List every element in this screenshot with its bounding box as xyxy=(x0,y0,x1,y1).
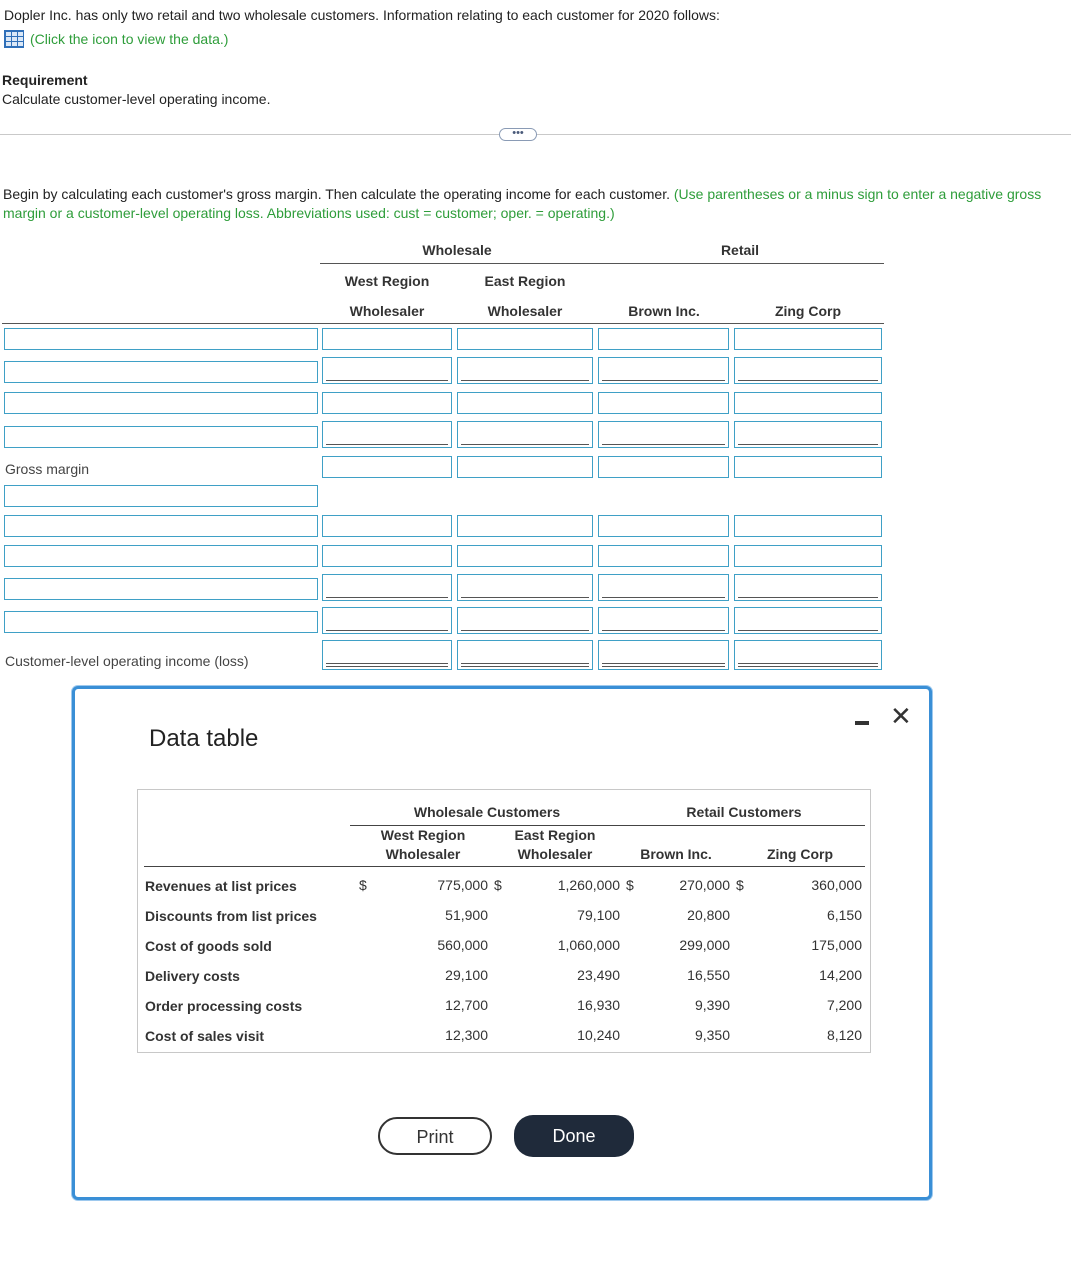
data-table xyxy=(137,789,871,1053)
gross-margin-zing-input[interactable] xyxy=(734,456,882,478)
gross-margin-east-input[interactable] xyxy=(457,456,593,478)
dt-col-east-line2: Wholesaler xyxy=(517,846,593,862)
row6-label-input[interactable] xyxy=(4,485,318,507)
dt-cell: 51,900 xyxy=(445,907,488,923)
dt-header-retail: Retail Customers xyxy=(686,804,802,820)
dt-cell: 16,550 xyxy=(687,967,730,983)
row10-label-input[interactable] xyxy=(4,611,318,633)
dt-header-wholesale: Wholesale Customers xyxy=(413,804,561,820)
dt-dollar: $ xyxy=(359,877,367,893)
header-wholesale: Wholesale xyxy=(422,242,492,258)
row2-west-input[interactable] xyxy=(322,357,452,384)
expand-more-button[interactable]: ••• xyxy=(499,128,537,141)
row10-east-input[interactable] xyxy=(457,607,593,634)
row9-zing-input[interactable] xyxy=(734,574,882,601)
dt-dollar: $ xyxy=(494,877,502,893)
dt-cell: 79,100 xyxy=(577,907,620,923)
dt-cell: 29,100 xyxy=(445,967,488,983)
close-icon[interactable]: ✕ xyxy=(890,701,912,731)
col-east-line1: East Region xyxy=(484,273,566,289)
dt-cell: 9,390 xyxy=(694,997,730,1013)
dt-cell: 10,240 xyxy=(577,1027,620,1043)
dt-row-label: Cost of sales visit xyxy=(145,1028,265,1044)
row3-west-input[interactable] xyxy=(322,392,452,414)
operating-income-west-input[interactable] xyxy=(322,640,452,670)
row4-label-input[interactable] xyxy=(4,426,318,448)
row3-brown-input[interactable] xyxy=(598,392,729,414)
dt-cell: 775,000 xyxy=(437,877,488,893)
dt-col-west-line2: Wholesaler xyxy=(385,846,461,862)
row7-east-input[interactable] xyxy=(457,515,593,537)
dt-cell: 560,000 xyxy=(437,937,488,953)
row10-brown-input[interactable] xyxy=(598,607,729,634)
row1-west-input[interactable] xyxy=(322,328,452,350)
dt-cell: 175,000 xyxy=(811,937,862,953)
row4-east-input[interactable] xyxy=(457,421,593,448)
row7-zing-input[interactable] xyxy=(734,515,882,537)
dt-group-rule xyxy=(350,825,865,826)
row8-west-input[interactable] xyxy=(322,545,452,567)
row1-zing-input[interactable] xyxy=(734,328,882,350)
operating-income-brown-input[interactable] xyxy=(598,640,729,670)
row4-west-input[interactable] xyxy=(322,421,452,448)
requirement-heading: Requirement xyxy=(2,72,88,88)
dt-col-west-line1: West Region xyxy=(380,827,466,843)
row2-east-input[interactable] xyxy=(457,357,593,384)
col-east-line2: Wholesaler xyxy=(487,303,563,319)
print-button[interactable]: Print xyxy=(378,1117,492,1155)
view-data-link[interactable] xyxy=(4,30,228,48)
dt-cell: 20,800 xyxy=(687,907,730,923)
data-table-icon[interactable] xyxy=(4,30,24,48)
instructions xyxy=(3,185,1063,223)
operating-income-label: Customer-level operating income (loss) xyxy=(5,653,249,669)
requirement-text: Calculate customer-level operating income. xyxy=(2,91,271,107)
row3-zing-input[interactable] xyxy=(734,392,882,414)
operating-income-east-input[interactable] xyxy=(457,640,593,670)
dt-row-label: Revenues at list prices xyxy=(145,878,297,894)
gross-margin-brown-input[interactable] xyxy=(598,456,729,478)
row9-east-input[interactable] xyxy=(457,574,593,601)
dt-cell: 8,120 xyxy=(826,1027,862,1043)
row8-zing-input[interactable] xyxy=(734,545,882,567)
view-data-link-text[interactable]: (Click the icon to view the data.) xyxy=(30,31,229,47)
col-west-line2: Wholesaler xyxy=(349,303,425,319)
data-table-modal xyxy=(72,686,932,1200)
gross-margin-west-input[interactable] xyxy=(322,456,452,478)
operating-income-zing-input[interactable] xyxy=(734,640,882,670)
col-west-line1: West Region xyxy=(344,273,430,289)
instructions-hint: (Use parentheses or a minus sign to enter a negative gross margin or a customer-level operating loss. Abbreviations used: cust = customer; oper. = operating.) xyxy=(3,186,1042,221)
dt-cell: 9,350 xyxy=(694,1027,730,1043)
dt-col-zing: Zing Corp xyxy=(766,846,834,862)
row4-brown-input[interactable] xyxy=(598,421,729,448)
dt-cell: 1,260,000 xyxy=(557,877,620,893)
dt-cell: 12,700 xyxy=(445,997,488,1013)
row1-east-input[interactable] xyxy=(457,328,593,350)
dt-cell: 299,000 xyxy=(679,937,730,953)
col-brown: Brown Inc. xyxy=(628,303,700,319)
dt-row-label: Discounts from list prices xyxy=(145,908,317,924)
row10-west-input[interactable] xyxy=(322,607,452,634)
dt-row-label: Delivery costs xyxy=(145,968,240,984)
row7-brown-input[interactable] xyxy=(598,515,729,537)
header-rule xyxy=(320,263,884,264)
dt-cell: 14,200 xyxy=(819,967,862,983)
dt-dollar: $ xyxy=(736,877,744,893)
dt-col-brown: Brown Inc. xyxy=(640,846,712,862)
row7-west-input[interactable] xyxy=(322,515,452,537)
dt-cell: 6,150 xyxy=(826,907,862,923)
dt-row-label: Cost of goods sold xyxy=(145,938,272,954)
row8-label-input[interactable] xyxy=(4,545,318,567)
row1-brown-input[interactable] xyxy=(598,328,729,350)
dt-cell: 16,930 xyxy=(577,997,620,1013)
row2-brown-input[interactable] xyxy=(598,357,729,384)
dt-dollar: $ xyxy=(626,877,634,893)
dt-cell: 12,300 xyxy=(445,1027,488,1043)
dt-cell: 1,060,000 xyxy=(557,937,620,953)
dt-header-rule xyxy=(144,866,865,867)
row1-label-input[interactable] xyxy=(4,328,318,350)
row3-east-input[interactable] xyxy=(457,392,593,414)
dt-row-label: Order processing costs xyxy=(145,998,303,1014)
question-intro: Dopler Inc. has only two retail and two wholesale customers. Information relating to each customer for 2020 follows: xyxy=(4,7,720,23)
header-retail: Retail xyxy=(720,242,760,258)
done-button[interactable]: Done xyxy=(514,1115,634,1157)
row9-label-input[interactable] xyxy=(4,578,318,600)
row4-zing-input[interactable] xyxy=(734,421,882,448)
row9-brown-input[interactable] xyxy=(598,574,729,601)
instructions-text: Begin by calculating each customer's gross margin. Then calculate the operating income for each customer. xyxy=(3,186,674,202)
col-zing: Zing Corp xyxy=(774,303,842,319)
row9-west-input[interactable] xyxy=(322,574,452,601)
row8-east-input[interactable] xyxy=(457,545,593,567)
modal-title: Data table xyxy=(149,725,259,752)
minimize-icon[interactable] xyxy=(855,721,869,725)
dt-cell: 23,490 xyxy=(577,967,620,983)
row8-brown-input[interactable] xyxy=(598,545,729,567)
row3-label-input[interactable] xyxy=(4,392,318,414)
dt-cell: 7,200 xyxy=(826,997,862,1013)
dt-cell: 270,000 xyxy=(679,877,730,893)
dt-col-east-line1: East Region xyxy=(514,827,596,843)
row7-label-input[interactable] xyxy=(4,515,318,537)
column-header-rule xyxy=(2,323,884,324)
row10-zing-input[interactable] xyxy=(734,607,882,634)
dt-cell: 360,000 xyxy=(811,877,862,893)
row2-label-input[interactable] xyxy=(4,361,318,383)
row2-zing-input[interactable] xyxy=(734,357,882,384)
gross-margin-label: Gross margin xyxy=(5,461,90,477)
